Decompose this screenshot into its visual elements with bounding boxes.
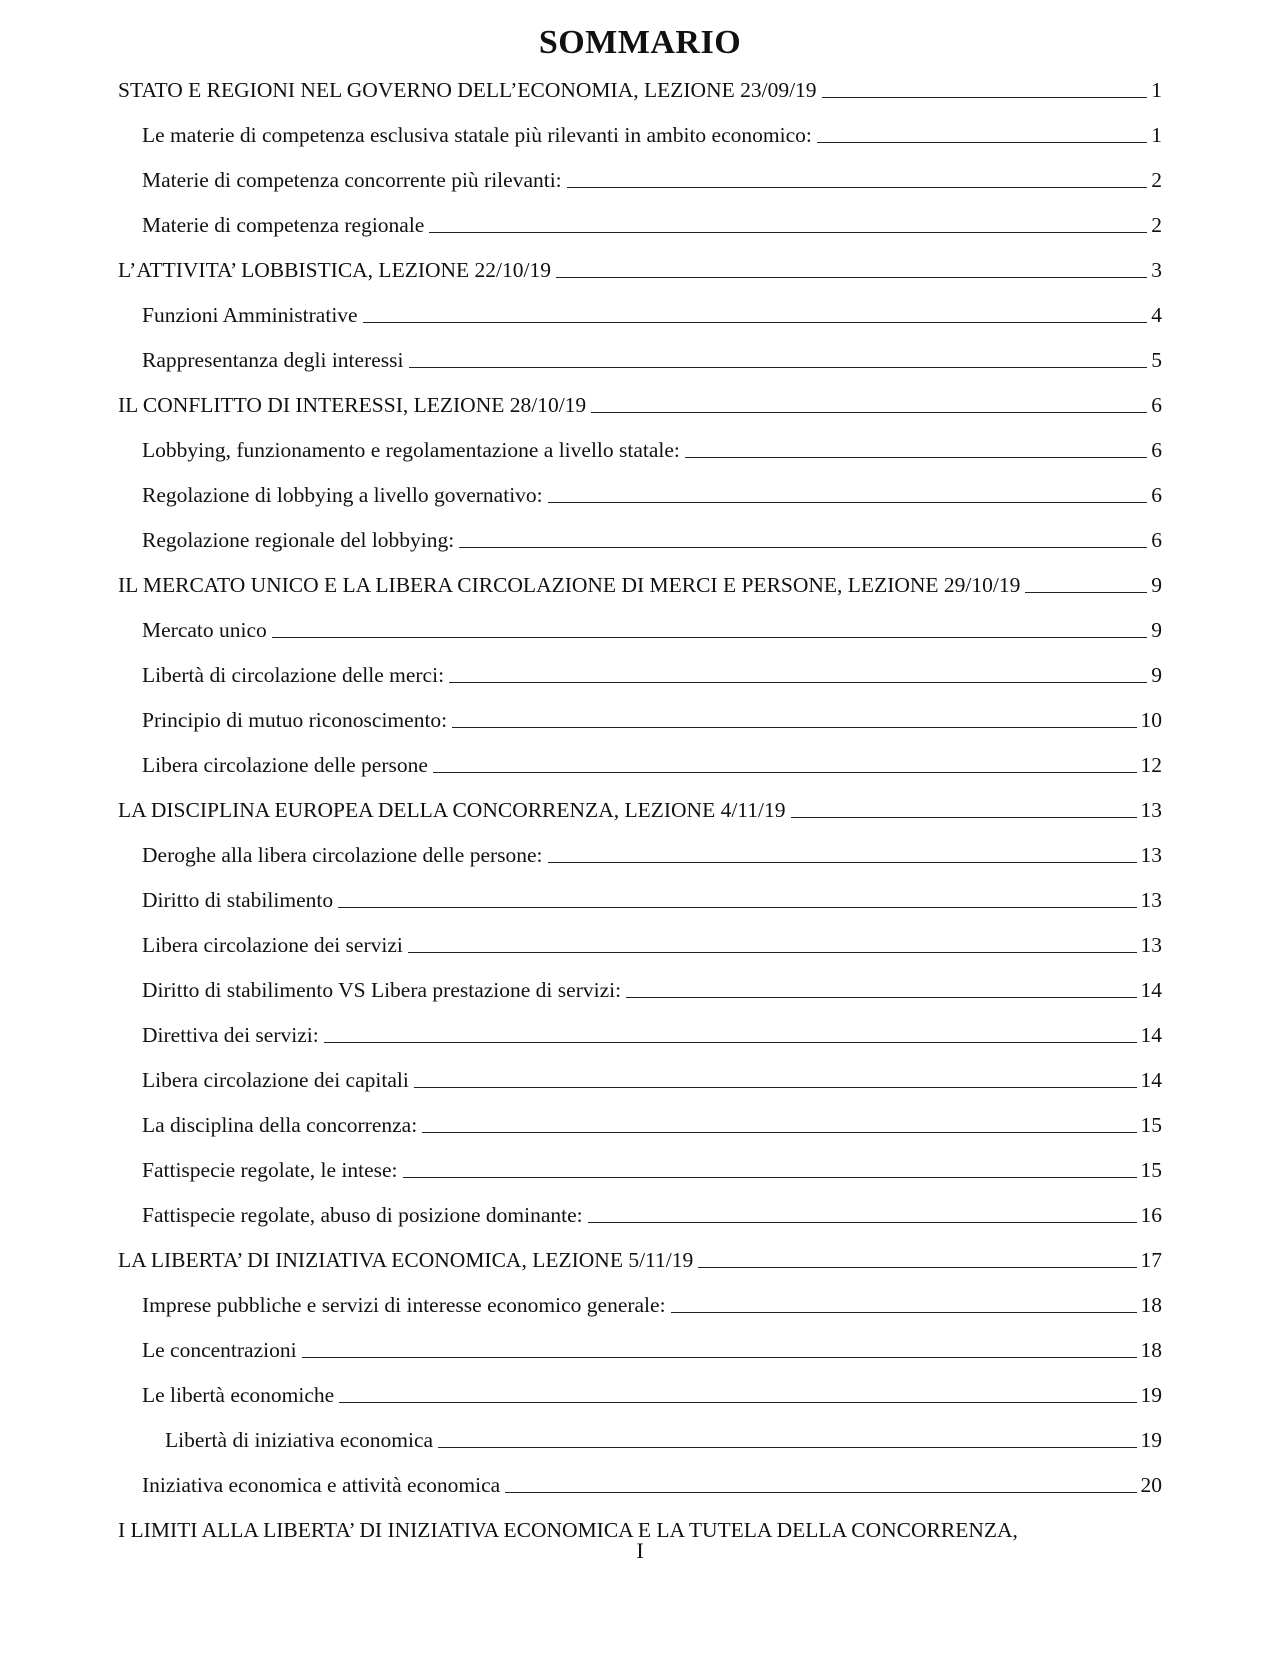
toc-leader-line xyxy=(685,457,1147,458)
toc-leader-line xyxy=(409,367,1148,368)
toc-entry-title: Deroghe alla libera circolazione delle persone: xyxy=(142,843,543,867)
toc-entry-title: Direttiva dei servizi: xyxy=(142,1023,319,1047)
toc-entry-page: 14 xyxy=(1140,1068,1162,1092)
toc-leader-line xyxy=(449,682,1147,683)
toc-entry-page: 1 xyxy=(1151,123,1162,147)
toc-entry-title: L’ATTIVITA’ LOBBISTICA, LEZIONE 22/10/19 xyxy=(118,258,552,282)
toc-leader-line xyxy=(422,1132,1136,1133)
toc-entry[interactable] xyxy=(118,1322,1162,1367)
toc-entry-page: 9 xyxy=(1151,573,1162,597)
toc-entry-page: 3 xyxy=(1151,258,1162,282)
toc-leader-line xyxy=(403,1177,1137,1178)
toc-entry[interactable] xyxy=(118,647,1162,692)
toc-entry-page: 17 xyxy=(1140,1248,1162,1272)
toc-entry[interactable] xyxy=(118,242,1162,287)
toc-entry[interactable] xyxy=(118,1007,1162,1052)
toc-entry-title: Iniziativa economica e attività economica xyxy=(142,1473,501,1497)
toc-entry[interactable] xyxy=(118,197,1162,242)
page-title: SOMMARIO xyxy=(538,24,742,61)
toc-leader-line xyxy=(339,1402,1136,1403)
toc-leader-line xyxy=(626,997,1136,998)
toc-entry[interactable] xyxy=(118,422,1162,467)
toc-leader-line xyxy=(433,772,1137,773)
toc-entry-page: 12 xyxy=(1140,753,1162,777)
toc-entry-page: 1 xyxy=(1151,78,1162,102)
toc-entry[interactable] xyxy=(118,1052,1162,1097)
toc-entry[interactable] xyxy=(118,467,1162,512)
toc-entry-page: 15 xyxy=(1140,1113,1162,1137)
toc-leader-line xyxy=(324,1042,1137,1043)
toc-entry-title: Le concentrazioni xyxy=(142,1338,297,1362)
toc-entry[interactable] xyxy=(118,377,1162,422)
toc-entry-page: 2 xyxy=(1151,213,1162,237)
toc-entry-page: 6 xyxy=(1151,393,1162,417)
toc-entry-title: LA DISCIPLINA EUROPEA DELLA CONCORRENZA, LEZIONE 4/11/19 xyxy=(118,798,786,822)
toc-entry[interactable] xyxy=(118,287,1162,332)
toc-leader-line xyxy=(302,1357,1137,1358)
toc-entry[interactable] xyxy=(118,1142,1162,1187)
toc-leader-line xyxy=(567,187,1148,188)
toc-entry-title: Mercato unico xyxy=(142,618,267,642)
toc-entry[interactable] xyxy=(118,1232,1162,1277)
toc-entry-page: 19 xyxy=(1140,1428,1162,1452)
toc-entry[interactable] xyxy=(118,917,1162,962)
toc-leader-line xyxy=(272,637,1147,638)
toc-entry-title: Diritto di stabilimento VS Libera prestazione di servizi: xyxy=(142,978,622,1002)
toc-leader-line xyxy=(698,1267,1136,1268)
toc-entry-title: Fattispecie regolate, abuso di posizione dominante: xyxy=(142,1203,583,1227)
toc-leader-line xyxy=(429,232,1147,233)
toc-entry-title: Funzioni Amministrative xyxy=(142,303,358,327)
toc-entry-page: 9 xyxy=(1151,618,1162,642)
toc-entry[interactable] xyxy=(118,62,1162,107)
toc-entry-page: 6 xyxy=(1151,528,1162,552)
toc-entry-title: Rappresentanza degli interessi xyxy=(142,348,404,372)
toc-leader-line xyxy=(588,1222,1137,1223)
toc-entry-title: IL MERCATO UNICO E LA LIBERA CIRCOLAZIONE DI MERCI E PERSONE, LEZIONE 29/10/19 xyxy=(118,573,1021,597)
toc-entry-title: Regolazione regionale del lobbying: xyxy=(142,528,455,552)
toc-entry-title: STATO E REGIONI NEL GOVERNO DELL’ECONOMIA, LEZIONE 23/09/19 xyxy=(118,78,817,102)
toc-entry[interactable] xyxy=(118,512,1162,557)
toc-entry[interactable] xyxy=(118,1097,1162,1142)
toc-entry-page: 14 xyxy=(1140,1023,1162,1047)
toc-leader-line xyxy=(548,502,1148,503)
toc-entry-page: 6 xyxy=(1151,483,1162,507)
toc-leader-line xyxy=(338,907,1136,908)
toc-entry[interactable] xyxy=(118,332,1162,377)
toc-entry-page: 2 xyxy=(1151,168,1162,192)
toc-entry-page: 6 xyxy=(1151,438,1162,462)
toc-leader-line xyxy=(408,952,1137,953)
toc-entry[interactable] xyxy=(118,962,1162,1007)
toc-entry-title: Materie di competenza concorrente più rilevanti: xyxy=(142,168,562,192)
toc-entry-title: Libertà di circolazione delle merci: xyxy=(142,663,445,687)
toc-entry-page: 5 xyxy=(1151,348,1162,372)
toc-entry-title: Le libertà economiche xyxy=(142,1383,335,1407)
toc-entry[interactable] xyxy=(118,602,1162,647)
toc-entry[interactable] xyxy=(118,152,1162,197)
toc-entry[interactable] xyxy=(118,107,1162,152)
toc-entry-title: Libertà di iniziativa economica xyxy=(165,1428,434,1452)
toc-entry-page: 13 xyxy=(1140,933,1162,957)
toc-entry-title: LA LIBERTA’ DI INIZIATIVA ECONOMICA, LEZIONE 5/11/19 xyxy=(118,1248,694,1272)
toc-leader-line xyxy=(452,727,1136,728)
toc-entry-title: Lobbying, funzionamento e regolamentazione a livello statale: xyxy=(142,438,680,462)
toc-leader-line xyxy=(363,322,1148,323)
toc-entry[interactable] xyxy=(118,782,1162,827)
toc-entry-page: 15 xyxy=(1140,1158,1162,1182)
toc-entry[interactable] xyxy=(118,737,1162,782)
toc-entry-page: 16 xyxy=(1140,1203,1162,1227)
toc-entry[interactable] xyxy=(118,1277,1162,1322)
toc-entry-page: 19 xyxy=(1140,1383,1162,1407)
toc-entry[interactable] xyxy=(118,692,1162,737)
toc-leader-line xyxy=(1025,592,1147,593)
toc-entry-title: Libera circolazione dei capitali xyxy=(142,1068,409,1092)
table-of-contents xyxy=(118,62,1162,1547)
toc-entry-page: 4 xyxy=(1151,303,1162,327)
toc-leader-line xyxy=(591,412,1147,413)
toc-entry-title: I LIMITI ALLA LIBERTA’ DI INIZIATIVA ECONOMICA E LA TUTELA DELLA CONCORRENZA, xyxy=(118,1518,1018,1542)
toc-entry-title: Imprese pubbliche e servizi di interesse economico generale: xyxy=(142,1293,666,1317)
toc-entry[interactable] xyxy=(118,872,1162,917)
toc-leader-line xyxy=(791,817,1137,818)
toc-entry-page: 13 xyxy=(1140,843,1162,867)
toc-entry[interactable] xyxy=(118,1457,1162,1502)
toc-leader-line xyxy=(505,1492,1136,1493)
toc-entry[interactable] xyxy=(118,557,1162,602)
toc-entry-title: Libera circolazione delle persone xyxy=(142,753,428,777)
toc-entry-page: 18 xyxy=(1140,1293,1162,1317)
toc-entry-page: 13 xyxy=(1140,798,1162,822)
toc-leader-line xyxy=(459,547,1147,548)
toc-entry-page: 10 xyxy=(1140,708,1162,732)
toc-entry-title: Regolazione di lobbying a livello governativo: xyxy=(142,483,543,507)
toc-leader-line xyxy=(438,1447,1136,1448)
toc-entry-title: Principio di mutuo riconoscimento: xyxy=(142,708,448,732)
toc-entry-title: Diritto di stabilimento xyxy=(142,888,334,912)
toc-leader-line xyxy=(817,142,1147,143)
toc-entry-title: Materie di competenza regionale xyxy=(142,213,425,237)
toc-entry[interactable] xyxy=(118,1187,1162,1232)
toc-entry-title: IL CONFLITTO DI INTERESSI, LEZIONE 28/10/19 xyxy=(118,393,587,417)
toc-entry-page: 13 xyxy=(1140,888,1162,912)
toc-leader-line xyxy=(822,97,1148,98)
toc-entry-title: La disciplina della concorrenza: xyxy=(142,1113,418,1137)
toc-leader-line xyxy=(414,1087,1137,1088)
toc-leader-line xyxy=(556,277,1147,278)
toc-entry-page: 9 xyxy=(1151,663,1162,687)
toc-entry[interactable] xyxy=(118,1367,1162,1412)
toc-entry-page: 18 xyxy=(1140,1338,1162,1362)
toc-entry[interactable] xyxy=(118,1412,1162,1457)
toc-entry-title: Le materie di competenza esclusiva statale più rilevanti in ambito economico: xyxy=(142,123,812,147)
toc-leader-line xyxy=(671,1312,1137,1313)
toc-entry-title: Fattispecie regolate, le intese: xyxy=(142,1158,398,1182)
toc-leader-line xyxy=(548,862,1137,863)
toc-entry-page: 14 xyxy=(1140,978,1162,1002)
page-number: I xyxy=(636,1538,644,1563)
toc-entry[interactable] xyxy=(118,827,1162,872)
toc-entry-title: Libera circolazione dei servizi xyxy=(142,933,403,957)
toc-entry-page: 20 xyxy=(1140,1473,1162,1497)
